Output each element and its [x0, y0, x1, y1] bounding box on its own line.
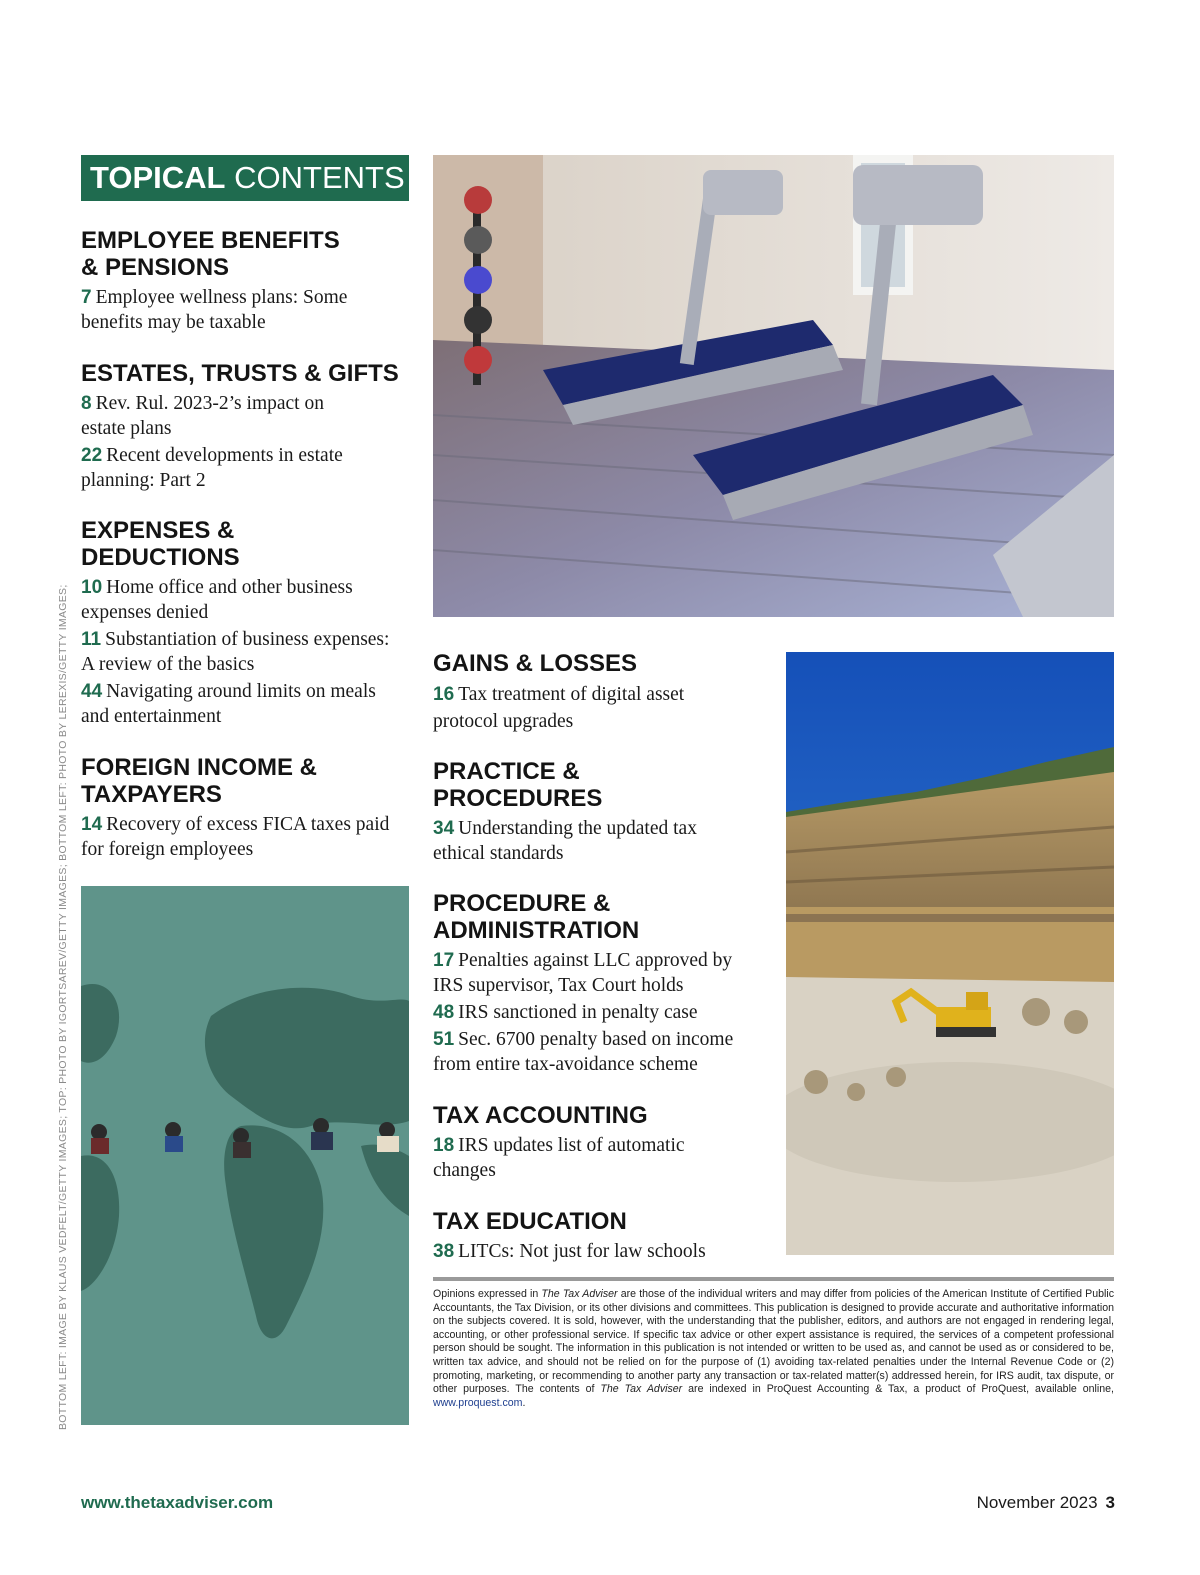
section-procedure-administration [433, 890, 778, 1079]
website-url[interactable]: www.thetaxadviser.com [81, 1493, 274, 1512]
article-item[interactable]: 17 Penalties against LLC approved by IRS supervisor, Tax Court holds [433, 950, 733, 996]
article-item[interactable]: 38 LITCs: Not just for law schools [433, 1241, 706, 1262]
photo-credit: BOTTOM LEFT: IMAGE BY KLAUS VEDFELT/GETTY IMAGES; TOP: PHOTO BY IGORTSAREV/GETTY IMAGES; BOTTOM LEFT: PHOTO BY LEREXIS/GETTY IMAGES; [57, 584, 69, 1430]
section-practice-procedures [433, 758, 768, 868]
section-title: TAX ACCOUNTING [433, 1102, 648, 1129]
proquest-link[interactable]: www.proquest.com [433, 1396, 523, 1409]
section-title: EMPLOYEE BENEFITS & PENSIONS [81, 227, 340, 281]
section-title: PRACTICE & PROCEDURES [433, 758, 603, 812]
section-title: PROCEDURE & ADMINISTRATION [433, 890, 640, 944]
section-foreign-income [81, 754, 416, 864]
section-tax-accounting [433, 1102, 768, 1185]
section-title: FOREIGN INCOME & TAXPAYERS [81, 754, 318, 808]
issue-date: November 2023 3 [976, 1493, 1115, 1512]
banner-bold: TOPICAL [90, 160, 226, 195]
article-item[interactable]: 8 Rev. Rul. 2023-2’s impact on estate plans [81, 393, 324, 439]
section-title: ESTATES, TRUSTS & GIFTS [81, 360, 399, 387]
article-item[interactable]: 22 Recent developments in estate planning: Part 2 [81, 445, 343, 491]
quarry-excavator-photo [786, 652, 1114, 1255]
section-estates [81, 360, 421, 495]
banner-rest: CONTENTS [234, 160, 405, 195]
topical-contents-banner [81, 155, 409, 201]
page-number: 3 [1105, 1493, 1115, 1512]
disclaimer-divider [433, 1277, 1114, 1281]
article-item[interactable]: 34 Understanding the updated tax ethical standards [433, 818, 697, 864]
section-title: TAX EDUCATION [433, 1208, 627, 1235]
disclaimer-text: Opinions expressed in The Tax Adviser are those of the individual writers and may differ from policies of the American Institute of Certified Public Accountants, the Tax Division, or its other divisions and committees. This publication is designed to provide accurate and authoritative information on the subjects covered. It is sold, however, with the understanding that the publisher, editors, and authors are not engaged in rendering legal, accounting, or other professional service. If specific tax advice or other expert assistance is required, the services of a competent professional person should be sought. The information in this publication is not intended or written to be used as, and cannot be used as or considered to be, written tax advice, and should not be relied on for the purpose of (1) avoiding tax-related penalties under the Internal Revenue Code or (2) promoting, marketing, or recommending to another party any transaction or tax-related matter(s) addressed herein, for IRS audit, tax dispute, or other purposes. The contents of The Tax Adviser are indexed in ProQuest Accounting & Tax, a product of ProQuest, available online, www.proquest.com. [433, 1288, 1115, 1409]
section-title: GAINS & LOSSES [433, 650, 638, 677]
article-item[interactable]: 44 Navigating around limits on meals and entertainment [81, 681, 376, 727]
section-employee-benefits [81, 227, 416, 337]
article-item[interactable]: 51 Sec. 6700 penalty based on income from entire tax-avoidance scheme [433, 1029, 734, 1075]
section-gains-losses [433, 650, 768, 737]
article-item[interactable]: 18 IRS updates list of automatic changes [433, 1135, 685, 1181]
article-item[interactable]: 11 Substantiation of business expenses: A review of the basics [81, 629, 390, 675]
section-expenses [81, 517, 416, 731]
article-item[interactable]: 10 Home office and other business expenses denied [81, 577, 353, 623]
article-item[interactable]: 16 Tax treatment of digital asset protocol upgrades [433, 684, 685, 732]
section-title: EXPENSES & DEDUCTIONS [81, 517, 240, 571]
article-item[interactable]: 14 Recovery of excess FICA taxes paid for foreign employees [81, 814, 390, 860]
gym-treadmills-photo [433, 155, 1114, 617]
section-tax-education [433, 1208, 768, 1266]
article-item[interactable]: 48 IRS sanctioned in penalty case [433, 1002, 698, 1023]
article-item[interactable]: 7 Employee wellness plans: Some benefits may be taxable [81, 287, 348, 333]
world-map-people-photo [81, 886, 409, 1425]
